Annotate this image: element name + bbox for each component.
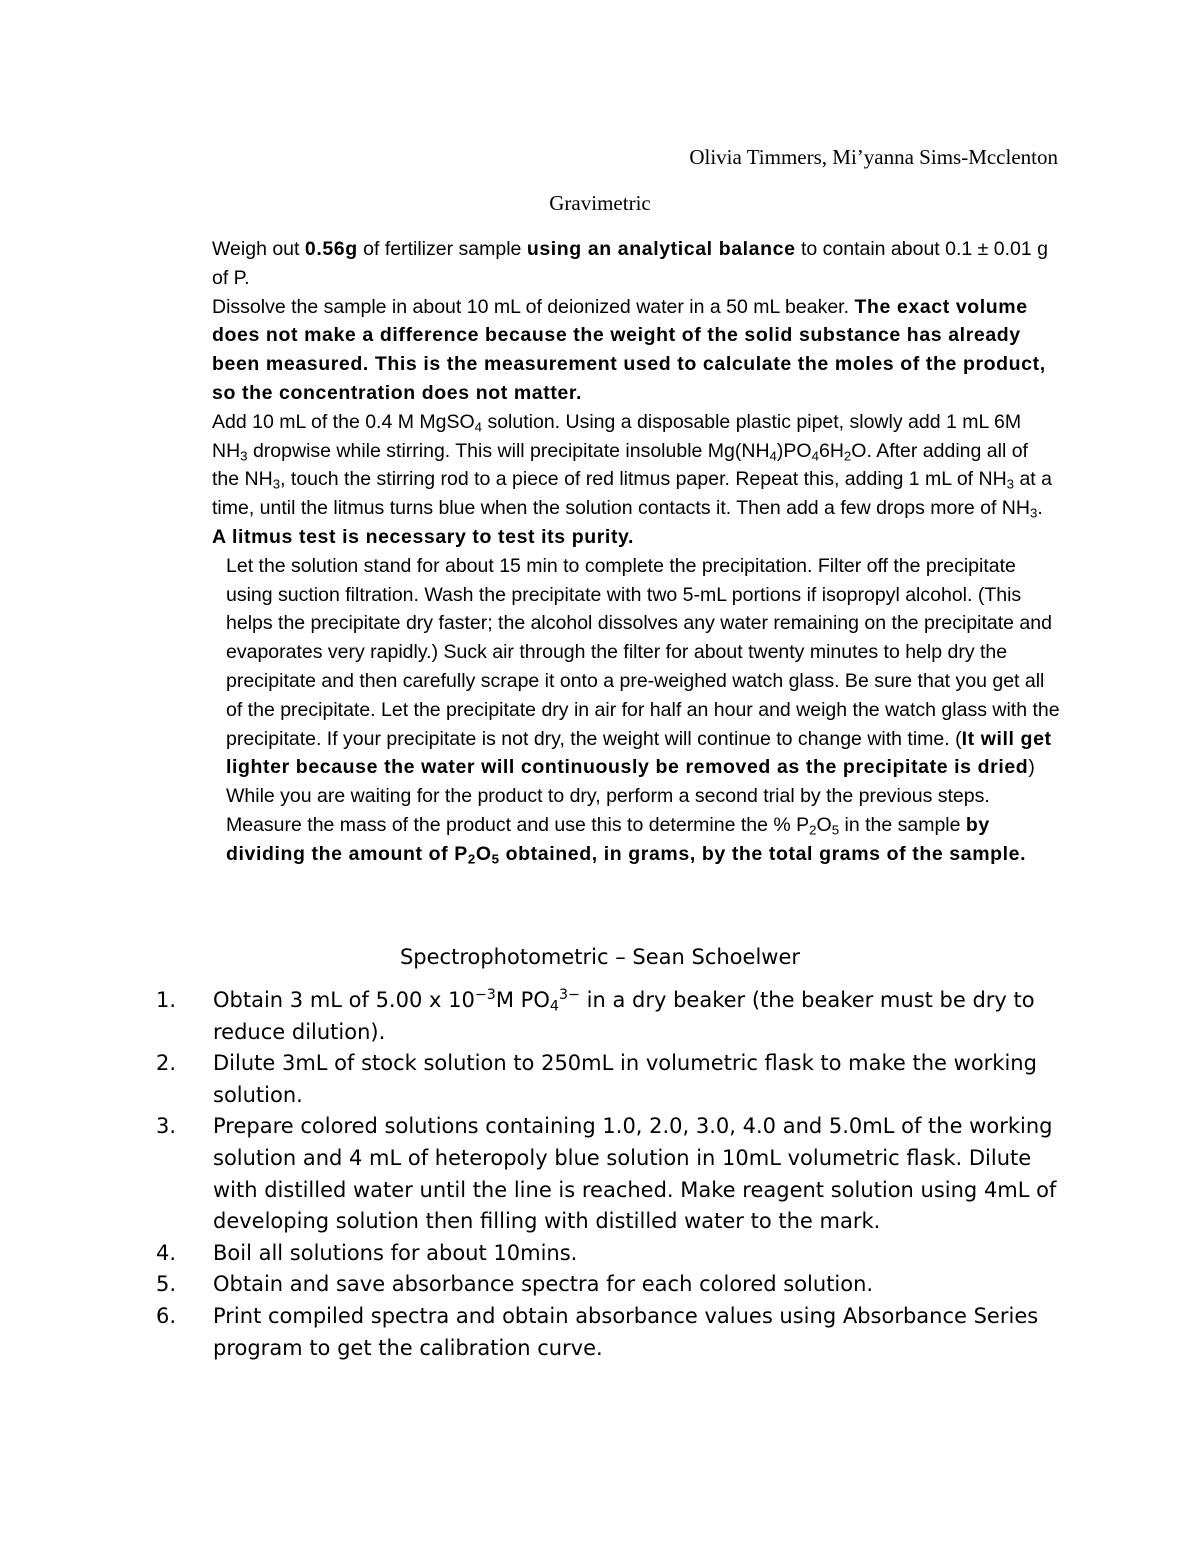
paragraph-weigh-sample: Weigh out 0.56g of fertilizer sample using an analytical balance to contain about 0.1 ± 0.01 g of P. [212, 238, 1049, 289]
list-item: 6. Print compiled spectra and obtain absorbance values using Absorbance Series program to get the calibration curve. [156, 1303, 1039, 1360]
gravimetric-procedure [142, 235, 1060, 869]
spectrophotometric-steps [142, 985, 1072, 1364]
list-item: 3. Prepare colored solutions containing 1.0, 2.0, 3.0, 4.0 and 5.0mL of the working solution and 4 mL of heteropoly blue solution in 10mL volumetric flask. Dilute with distilled water until the line is reached. Make reagent solution using 4mL of developing solution then filling with distilled water to the mark. [156, 1114, 1057, 1234]
list-item: 1. Obtain 3 mL of 5.00 x $10^{-3}M$ $PO_4^{3-}$ in a dry beaker (the beaker must be dry to reduce dilution). [156, 987, 1035, 1044]
list-item: 2. Dilute 3mL of stock solution to 250mL in volumetric flask to make the working solution. [156, 1051, 1037, 1107]
paragraph-precipitate: Add 10 mL of the 0.4 M MgSO$_4$ solution. Using a disposable plastic pipet, slowly add 1 mL 6M $NH_3$ dropwise while stirring. This will precipitate insoluble $Mg(NH_4)PO_46H_2O$. After adding all of the $NH_3$, touch the stirring rod to a piece of red litmus paper. Repeat this, adding 1 mL of $NH_3$ at a time, until the litmus turns blue when the solution contacts it. Then add a few drops more of $NH_3$. A litmus test is necessary to test its purity. [212, 410, 1052, 548]
spectrophotometric-heading: Spectrophotometric – Sean Schoelwer [399, 945, 801, 969]
list-item: 4. Boil all solutions for about 10mins. [156, 1240, 578, 1265]
list-item: 5. Obtain and save absorbance spectra for each colored solution. [156, 1272, 874, 1297]
author-names: Olivia Timmers, Mi’yanna Sims-Mcclenton [689, 145, 1058, 169]
paragraph-dissolve-sample: Dissolve the sample in about 10 mL of deionized water in a 50 mL beaker. The exact volume does not make a difference because the weight of the solid substance has already been measured. This is the measurement used to calculate the moles of the product, so the concentration does not matter. [212, 295, 1046, 404]
paragraph-filtration: Let the solution stand for about 15 min to complete the precipitation. Filter off the precipitate using suction filtration. Wash the precipitate with two 5-mL portions if isopropyl alcohol. (This helps the precipitate dry faster; the alcohol dissolves any water remaining on the precipitate and evaporates very rapidly.) Suck air through the filter for about twenty minutes to help dry the precipitate and then carefully scrape it onto a pre-weighed watch glass. Be sure that you get all of the precipitate. Let the precipitate dry in air for half an hour and weigh the watch glass with the precipitate. If your precipitate is not dry, the weight will continue to change with time. (It will get lighter because the water will continuously be removed as the precipitate is dried) While you are waiting for the product to dry, perform a second trial by the previous steps. Measure the mass of the product and use this to determine the % $P_2O_5$ in the sample by dividing the amount of $P_2O_5$ obtained, in grams, by the total grams of the sample. [226, 554, 1060, 867]
gravimetric-heading: Gravimetric [549, 191, 651, 215]
